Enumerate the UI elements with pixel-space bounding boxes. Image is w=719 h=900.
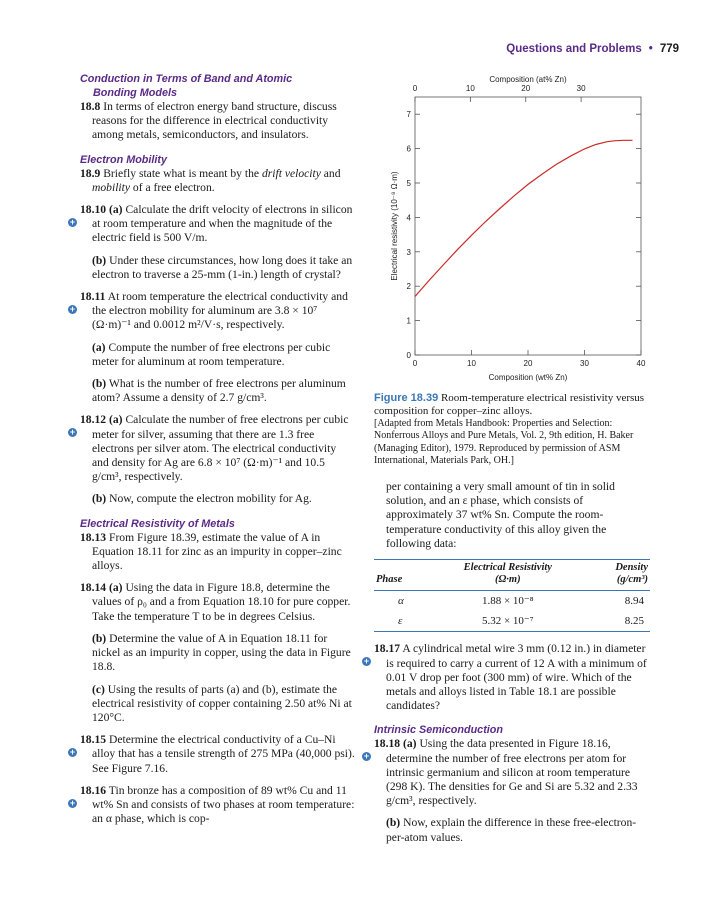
resistivity-chart <box>370 70 660 390</box>
problem-number: 18.14 <box>80 581 107 595</box>
part-label: (b) <box>92 253 107 267</box>
problem-text: Under these circumstances, how long does it take an electron to traverse a 25-mm (1-in.) length of crystal? <box>92 253 353 281</box>
problem-18-18b <box>374 816 650 844</box>
part-label: (b) <box>92 377 107 391</box>
problem-text: Determine the electrical conductivity of a Cu–Ni alloy that has a tensile strength of 275 MPa (40,000 psi). See Figure 7.16. <box>92 733 355 775</box>
problem-number: 18.12 <box>80 413 107 427</box>
problem-number: 18.15 <box>80 733 107 747</box>
problem-text: Calculate the drift velocity of electrons in silicon at room temperature and when the magnitude of the electric field is 500 V/m. <box>92 203 353 245</box>
problem-18-11a <box>80 341 355 369</box>
problem-number: 18.8 <box>80 100 101 113</box>
cell-density: 8.94 <box>624 595 644 608</box>
problem-18-10b <box>80 254 355 282</box>
header-resistivity-line1: Electrical Resistivity <box>463 562 552 574</box>
problem-18-18a <box>363 737 650 808</box>
problem-number: 18.16 <box>80 783 107 797</box>
term-drift-velocity: drift velocity <box>261 166 321 180</box>
part-label: (b) <box>92 631 107 645</box>
left-column <box>69 72 355 834</box>
problem-18-11b <box>80 377 355 405</box>
problem-text: and <box>323 166 341 180</box>
y-tick-label: 6 <box>406 144 411 154</box>
problem-18-12a <box>69 413 355 484</box>
part-label: (c) <box>92 682 105 696</box>
cell-phase: ε <box>398 615 403 628</box>
plot-frame <box>415 97 641 355</box>
problem-text: Now, compute the electron mobility for Ag. <box>109 492 312 506</box>
section-heading-resistivity: Electrical Resistivity of Metals <box>80 517 235 530</box>
y-tick-label: 4 <box>406 213 411 223</box>
header-density-line1: Density <box>615 562 648 574</box>
problem-text: of a free electron. <box>132 180 215 194</box>
header-resistivity <box>429 560 588 591</box>
cell-resistivity: 1.88 × 10⁻⁸ <box>481 595 534 608</box>
x-tick-label: 40 <box>636 359 646 368</box>
x2-tick-label: 20 <box>521 84 531 93</box>
plus-icon[interactable]: + <box>363 656 370 667</box>
section-heading-band <box>80 72 355 100</box>
problem-text: Briefly state what is meant by the <box>103 166 260 180</box>
y-tick-label: 7 <box>406 110 411 120</box>
part-label: (a) <box>92 340 106 354</box>
term-mobility: mobility <box>92 180 130 194</box>
y-tick-label: 0 <box>406 351 411 360</box>
x-tick-label: 10 <box>467 359 476 368</box>
problem-18-10a <box>69 203 355 246</box>
x2-tick-label: 0 <box>412 84 418 93</box>
problem-number: 18.18 <box>374 737 401 751</box>
plus-icon[interactable]: + <box>69 217 76 228</box>
problem-text: From Figure 18.39, estimate the value of A in Equation 18.11 for zinc as an impurity in copper–zinc alloys. <box>92 530 342 573</box>
section-heading-mobility: Electron Mobility <box>80 153 167 166</box>
problem-text: Calculate the number of free electrons per cubic meter for silver, assuming that there are 1.3 free electrons per silver atom. The electrical conductivity and density for Ag are 6.8 × 10⁷ (Ω·m)⁻¹ and 10.5 g/cm³, respectively. <box>92 413 349 484</box>
part-label: (a) <box>109 413 123 427</box>
problem-text: Using the results of parts (a) and (b), estimate the electrical resistivity of copper containing 2.50 at% Ni at 120°C. <box>92 682 352 724</box>
header-resistivity-units: (Ω·m) <box>494 574 521 586</box>
problem-text: What is the number of free electrons per aluminum atom? Assume a density of 2.7 g/cm³. <box>92 377 346 405</box>
problem-18-11 <box>69 290 355 333</box>
part-label: (a) <box>109 203 123 217</box>
problem-18-14b <box>80 632 355 675</box>
table-row <box>374 591 650 612</box>
plus-icon[interactable]: + <box>69 797 76 808</box>
x-tick-label: 20 <box>523 359 533 368</box>
problem-18-16-continued: per containing a very small amount of tin in solid solution, and an ε phase, which consists of approximately 37 wt% Sn. Compute the room-temperature conductivity of this alloy given the following data: <box>386 480 615 550</box>
x-axis-label: Composition (wt% Zn) <box>488 373 568 382</box>
y-tick-label: 5 <box>406 179 411 188</box>
problem-text: Compute the number of free electrons per cubic meter for aluminum at room temperature. <box>92 340 331 368</box>
x-tick-label: 0 <box>412 359 418 368</box>
problem-18-12b <box>80 492 355 506</box>
right-column <box>363 480 650 853</box>
problem-text: 3.8 × 10⁷ (Ω·m)⁻¹ and 0.0012 m²/V·s, respectively. <box>92 304 318 332</box>
problem-18-9 <box>80 167 355 195</box>
header-phase: Phase <box>376 574 403 586</box>
problem-18-14c <box>80 683 355 726</box>
y-tick-label: 1 <box>406 316 411 326</box>
table-header-row <box>374 560 650 591</box>
section-heading-intrinsic: Intrinsic Semiconduction <box>374 724 503 737</box>
problem-18-16 <box>69 783 355 827</box>
problem-18-15 <box>69 733 355 776</box>
series-line-cu-zn <box>415 140 633 296</box>
plus-icon[interactable]: + <box>363 751 370 762</box>
running-header <box>506 42 679 56</box>
problem-number: 18.11 <box>80 290 106 304</box>
cell-resistivity: 5.32 × 10⁻⁷ <box>481 615 534 628</box>
plus-icon[interactable]: + <box>69 427 76 438</box>
part-label: (b) <box>386 816 401 830</box>
plus-icon[interactable]: + <box>69 747 76 758</box>
problem-18-14a <box>80 581 355 624</box>
problem-text: Determine the value of A in Equation 18.11 for nickel as an impurity in copper, using the data in Figure 18.8. <box>92 631 351 674</box>
header-title: Questions and Problems <box>506 43 642 55</box>
problem-text: Using the data presented in Figure 18.16, determine the number of free electrons per atom for intrinsic germanium and silicon at room temperature (298 K). The densities for Ge and Si are 5.32 and 2.33 g/cm³, respectively. <box>386 737 638 808</box>
header-density <box>587 560 650 591</box>
header-density-units: (g/cm³) <box>616 574 648 586</box>
problem-18-17 <box>363 642 650 713</box>
problem-18-13 <box>80 531 355 574</box>
plus-icon[interactable]: + <box>69 304 76 315</box>
problem-number: 18.10 <box>80 203 107 217</box>
y-tick-label: 2 <box>406 282 411 292</box>
header-dot: • <box>648 43 653 55</box>
figure-label: Figure 18.39 <box>374 392 439 404</box>
section-heading-band-line2: Bonding Models <box>93 87 177 99</box>
y-axis-label: Electrical resistivity (10⁻⁸ Ω·m) <box>390 171 399 281</box>
caption-text: Room-temperature electrical resistivity versus composition for copper–zinc alloys. <box>374 392 645 417</box>
table-row <box>374 611 650 632</box>
part-label: (b) <box>92 492 107 506</box>
problem-text: A cylindrical metal wire 3 mm (0.12 in.) in diameter is required to carry a current of 12 A with a minimum of 0.01 V drop per foot (300 mm) of wire. Which of the metals and alloys listed in Table 18.1 are possible candidates? <box>386 642 647 713</box>
part-label: (a) <box>403 737 417 751</box>
section-heading-band-line1: Conduction in Terms of Band and Atomic <box>80 73 293 85</box>
x2-tick-label: 10 <box>465 84 475 93</box>
caption-source: [Adapted from Metals Handbook: Properties and Selection: Nonferrous Alloys and Pure Metals, Vol. 2, 9th edition, H. Baker (Managing Editor), 1979. Reproduced by permission of ASM International, Materials Park, OH.] <box>374 418 634 466</box>
problem-text: Now, explain the difference in these free-electron-per-atom values. <box>386 816 637 844</box>
phase-data-table <box>374 559 650 632</box>
problem-text: Using the data in Figure 18.8, determine the values of ρ₀ and a from Equation 18.10 for pure copper. Take the temperature T to be in degrees Celsius. <box>92 581 351 623</box>
problem-number: 18.13 <box>80 530 107 544</box>
problem-number: 18.9 <box>80 166 101 180</box>
page-number: 779 <box>659 43 679 55</box>
problem-18-8 <box>80 100 355 143</box>
figure-caption <box>374 392 650 467</box>
problem-text: At room temperature the electrical conductivity and the electron mobility for aluminum are <box>92 290 348 318</box>
y-tick-label: 3 <box>406 247 411 257</box>
cell-density: 8.25 <box>624 615 644 628</box>
cell-phase: α <box>398 595 404 608</box>
problem-text: Tin bronze has a composition of 89 wt% Cu and 11 wt% Sn and consists of two phases at room temperature: an α phase, which is cop- <box>92 783 355 826</box>
problem-number: 18.17 <box>374 642 401 656</box>
x-tick-label: 30 <box>580 359 589 368</box>
top-axis-label: Composition (at% Zn) <box>489 75 567 84</box>
problem-text: In terms of electron energy band structure, discuss reasons for the difference in electrical conductivity among metals, semiconductors, and insulators. <box>92 100 337 142</box>
part-label: (a) <box>109 581 123 595</box>
x2-tick-label: 30 <box>576 84 586 93</box>
